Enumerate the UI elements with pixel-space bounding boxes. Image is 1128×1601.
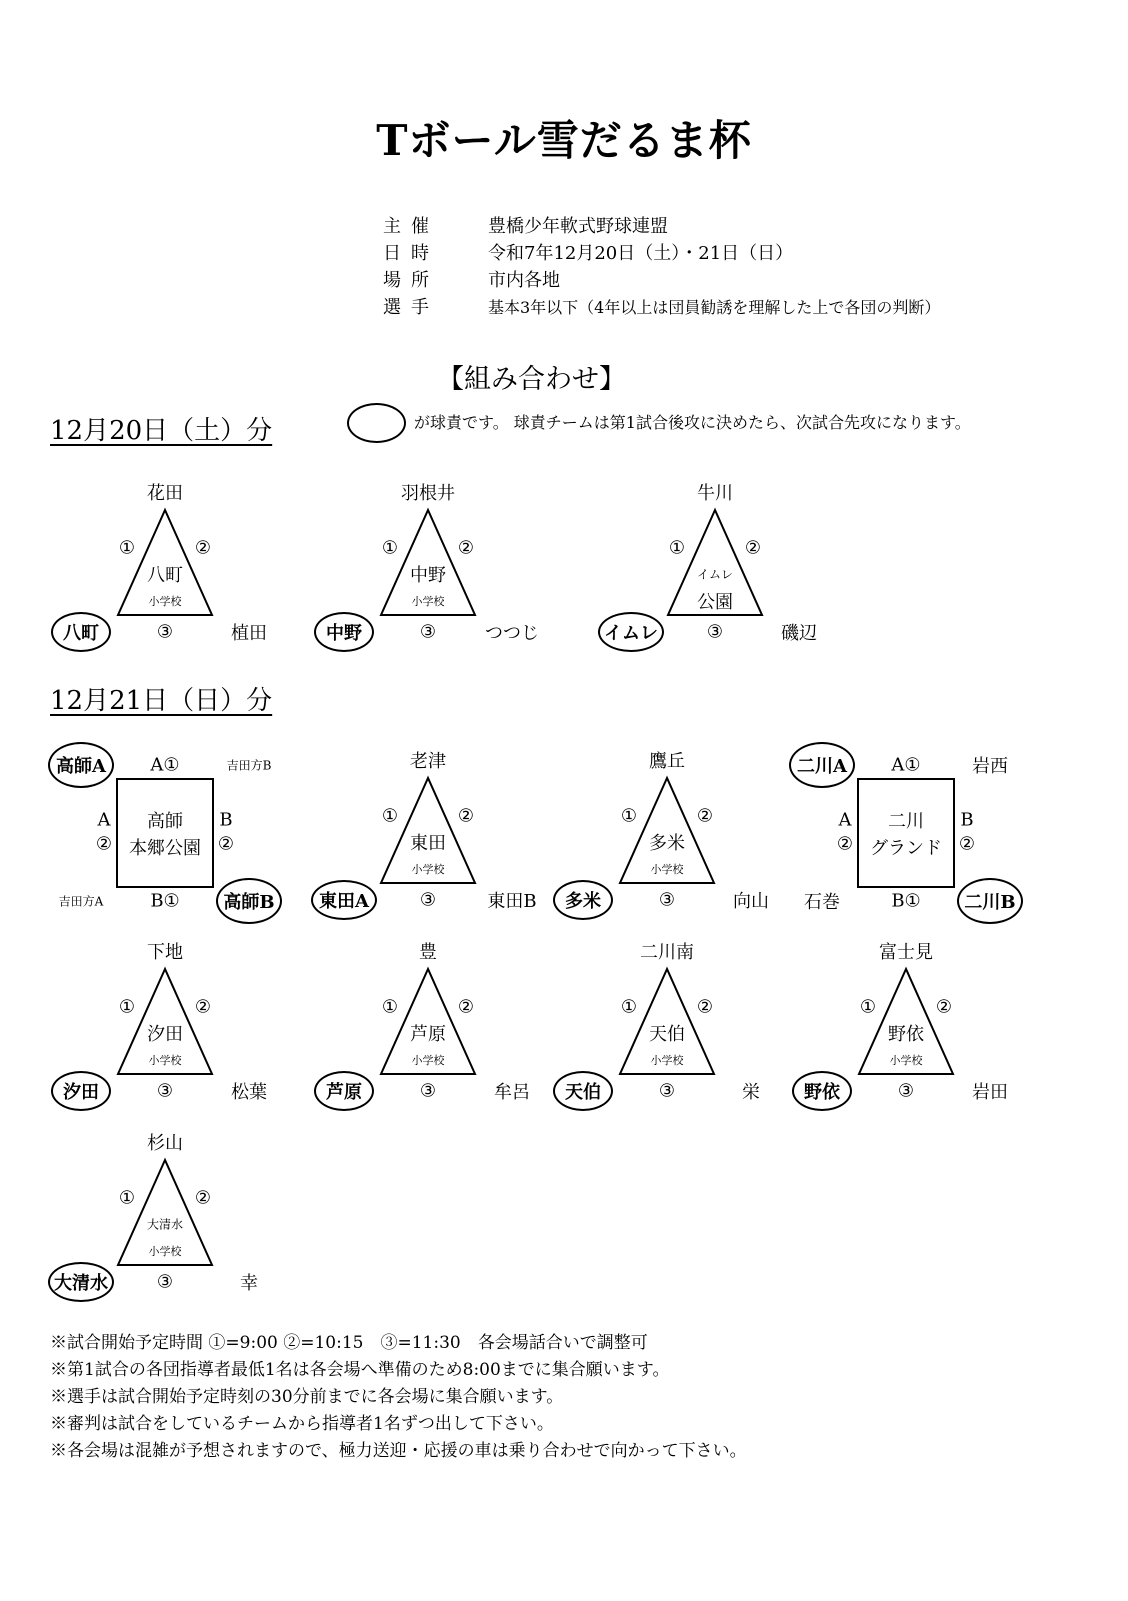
team-top-d2-1: 鷹丘	[649, 751, 685, 772]
venue-name-sq-sq2: 二川	[888, 811, 924, 832]
match-3-marker-d2-5: ③	[897, 1080, 915, 1102]
team-right-d2-1: 向山	[733, 891, 769, 912]
match-1-marker-d2-4: ①	[620, 996, 638, 1018]
team-right-d2-0: 東田B	[487, 891, 537, 912]
note-1: ※試合開始予定時間 ①=9:00 ②=10:15 ③=11:30 各会場話合いで調整可	[50, 1333, 648, 1353]
team-right-d1-0: 植田	[231, 623, 267, 644]
match-a2-letter-sq1: A	[97, 809, 111, 831]
venue-name-d2-3: 芦原	[410, 1024, 446, 1045]
host-team-oval-a-sq1: 高師A	[48, 742, 114, 788]
venue-type-d2-6: 小学校	[148, 1245, 182, 1258]
team-top-d2-6: 杉山	[147, 1133, 183, 1154]
info-label-organizer: 主催	[383, 216, 439, 237]
team-top-d1-2: 牛川	[697, 483, 733, 504]
match-1-marker-d2-1: ①	[620, 805, 638, 827]
venue-name-d2-5: 野依	[888, 1024, 924, 1045]
match-1-marker-d2-0: ①	[381, 805, 399, 827]
match-3-marker-d2-2: ③	[156, 1080, 174, 1102]
match-2-marker-d1-0: ②	[194, 537, 212, 559]
host-team-oval-d2-6: 大清水	[48, 1262, 114, 1302]
day1-heading: 12月20日（土）分	[50, 416, 273, 446]
match-a1-marker-sq1: A①	[150, 754, 180, 776]
team-right-d2-6: 幸	[240, 1273, 258, 1294]
venue-name-d2-4: 天伯	[649, 1024, 685, 1045]
match-1-marker-d1-0: ①	[118, 537, 136, 559]
match-a1-marker-sq2: A①	[891, 754, 921, 776]
venue-type-d1-0: 小学校	[148, 595, 182, 608]
note-5: ※各会場は混雑が予想されますので、極力送迎・応援の車は乗り合わせで向かって下さい。	[50, 1441, 747, 1461]
team-right-d2-4: 栄	[742, 1082, 760, 1103]
match-2-marker-d1-1: ②	[457, 537, 475, 559]
team-top-d2-2: 下地	[147, 942, 183, 963]
host-team-oval-d1-1: 中野	[314, 612, 374, 652]
team-bottom-left-sq2: 石巻	[804, 892, 840, 913]
venue-type-sq-sq1: 本郷公園	[129, 838, 201, 859]
match-2-marker-d2-6: ②	[194, 1187, 212, 1209]
note-2: ※第1試合の各団指導者最低1名は各会場へ準備のため8:00までに集合願います。	[50, 1360, 670, 1380]
venue-type-d2-0: 小学校	[411, 863, 445, 876]
match-a2-marker-sq2: ②	[836, 833, 854, 855]
venue-name-d2-0: 東田	[410, 833, 446, 854]
team-top-d1-1: 羽根井	[401, 483, 455, 504]
team-right-d2-2: 松葉	[231, 1082, 267, 1103]
match-1-marker-d2-3: ①	[381, 996, 399, 1018]
match-2-marker-d2-5: ②	[935, 996, 953, 1018]
match-a2-letter-sq2: A	[838, 809, 852, 831]
team-top-d1-0: 花田	[147, 483, 183, 504]
match-3-marker-d1-1: ③	[419, 621, 437, 643]
host-team-oval-d2-4: 天伯	[553, 1071, 613, 1111]
note-3: ※選手は試合開始予定時刻の30分前までに各会場に集合願います。	[50, 1387, 564, 1407]
match-3-marker-d2-3: ③	[419, 1080, 437, 1102]
venue-name-d2-1: 多米	[649, 833, 685, 854]
match-1-marker-d1-2: ①	[668, 537, 686, 559]
page-title: Tボール雪だるま杯	[376, 116, 752, 165]
team-right-d1-2: 磯辺	[781, 623, 817, 644]
match-2-marker-d2-3: ②	[457, 996, 475, 1018]
host-team-oval-d1-2: イムレ	[598, 612, 664, 652]
info-label-date: 日時	[383, 243, 439, 264]
match-b2-letter-sq2: B	[960, 809, 974, 831]
team-top-d2-3: 豊	[419, 942, 437, 963]
team-top-right-sq1: 吉田方B	[226, 758, 272, 773]
host-team-oval-d2-2: 汐田	[51, 1071, 111, 1111]
match-2-marker-d2-2: ②	[194, 996, 212, 1018]
match-3-marker-d2-6: ③	[156, 1271, 174, 1293]
venue-type-d1-1: 小学校	[411, 595, 445, 608]
pairing-heading: 【組み合わせ】	[437, 364, 626, 395]
host-team-oval-d2-5: 野依	[792, 1071, 852, 1111]
info-value-players: 基本3年以下（4年以上は団員勧誘を理解した上で各団の判断）	[488, 298, 941, 317]
venue-type-d2-2: 小学校	[148, 1054, 182, 1067]
team-right-d2-3: 牟呂	[494, 1082, 530, 1103]
match-b2-letter-sq1: B	[219, 809, 233, 831]
match-1-marker-d1-1: ①	[381, 537, 399, 559]
match-3-marker-d1-0: ③	[156, 621, 174, 643]
match-1-marker-d2-2: ①	[118, 996, 136, 1018]
match-2-marker-d1-2: ②	[744, 537, 762, 559]
info-value-date: 令和7年12月20日（土）・21日（日）	[488, 243, 794, 264]
team-top-d2-5: 富士見	[879, 942, 933, 963]
info-label-place: 場所	[383, 270, 439, 291]
match-2-marker-d2-0: ②	[457, 805, 475, 827]
venue-name-d2-2: 汐田	[147, 1024, 183, 1045]
venue-type-d2-1: 小学校	[650, 863, 684, 876]
match-3-marker-d1-2: ③	[706, 621, 724, 643]
host-team-oval-d1-0: 八町	[51, 612, 111, 652]
venue-name-d1-2: イムレ	[696, 567, 734, 582]
host-team-oval-a-sq2: 二川A	[789, 742, 855, 788]
match-3-marker-d2-4: ③	[658, 1080, 676, 1102]
venue-name-sq-sq1: 高師	[147, 811, 183, 832]
info-value-place: 市内各地	[488, 270, 560, 291]
match-1-marker-d2-5: ①	[859, 996, 877, 1018]
venue-type-d2-4: 小学校	[650, 1054, 684, 1067]
team-top-d2-4: 二川南	[640, 942, 694, 963]
host-team-oval-d2-3: 芦原	[314, 1071, 374, 1111]
team-top-right-sq2: 岩西	[972, 756, 1008, 777]
match-a2-marker-sq1: ②	[95, 833, 113, 855]
venue-type-d2-5: 小学校	[889, 1054, 923, 1067]
host-team-oval-d2-1: 多米	[553, 880, 613, 920]
match-b1-marker-sq2: B①	[891, 890, 921, 912]
info-value-organizer: 豊橋少年軟式野球連盟	[488, 216, 668, 237]
note-4: ※審判は試合をしているチームから指導者1名ずつ出して下さい。	[50, 1414, 554, 1434]
day2-heading: 12月21日（日）分	[50, 686, 273, 716]
match-2-marker-d2-4: ②	[696, 996, 714, 1018]
legend-text: が球責です。 球責チームは第1試合後攻に決めたら、次試合先攻になります。	[414, 413, 971, 432]
venue-name-d2-6: 大清水	[146, 1217, 184, 1232]
match-3-marker-d2-1: ③	[658, 889, 676, 911]
venue-type-sq-sq2: グランド	[870, 838, 942, 859]
venue-name-d1-0: 八町	[147, 565, 183, 586]
host-team-oval-b-sq2: 二川B	[957, 878, 1023, 924]
match-3-marker-d2-0: ③	[419, 889, 437, 911]
team-bottom-left-sq1: 吉田方A	[58, 894, 104, 909]
venue-square	[117, 779, 213, 887]
team-top-d2-0: 老津	[410, 751, 446, 772]
match-1-marker-d2-6: ①	[118, 1187, 136, 1209]
host-team-oval-d2-0: 東田A	[311, 880, 377, 920]
match-b2-marker-sq2: ②	[958, 833, 976, 855]
team-right-d2-5: 岩田	[972, 1082, 1008, 1103]
info-label-players: 選手	[383, 297, 439, 318]
match-b1-marker-sq1: B①	[150, 890, 180, 912]
team-right-d1-1: つつじ	[485, 623, 539, 644]
host-team-oval-b-sq1: 高師B	[216, 878, 282, 924]
match-2-marker-d2-1: ②	[696, 805, 714, 827]
venue-square	[858, 779, 954, 887]
venue-type-d2-3: 小学校	[411, 1054, 445, 1067]
venue-type-d1-2: 公園	[697, 592, 733, 613]
venue-name-d1-1: 中野	[410, 565, 446, 586]
match-b2-marker-sq1: ②	[217, 833, 235, 855]
